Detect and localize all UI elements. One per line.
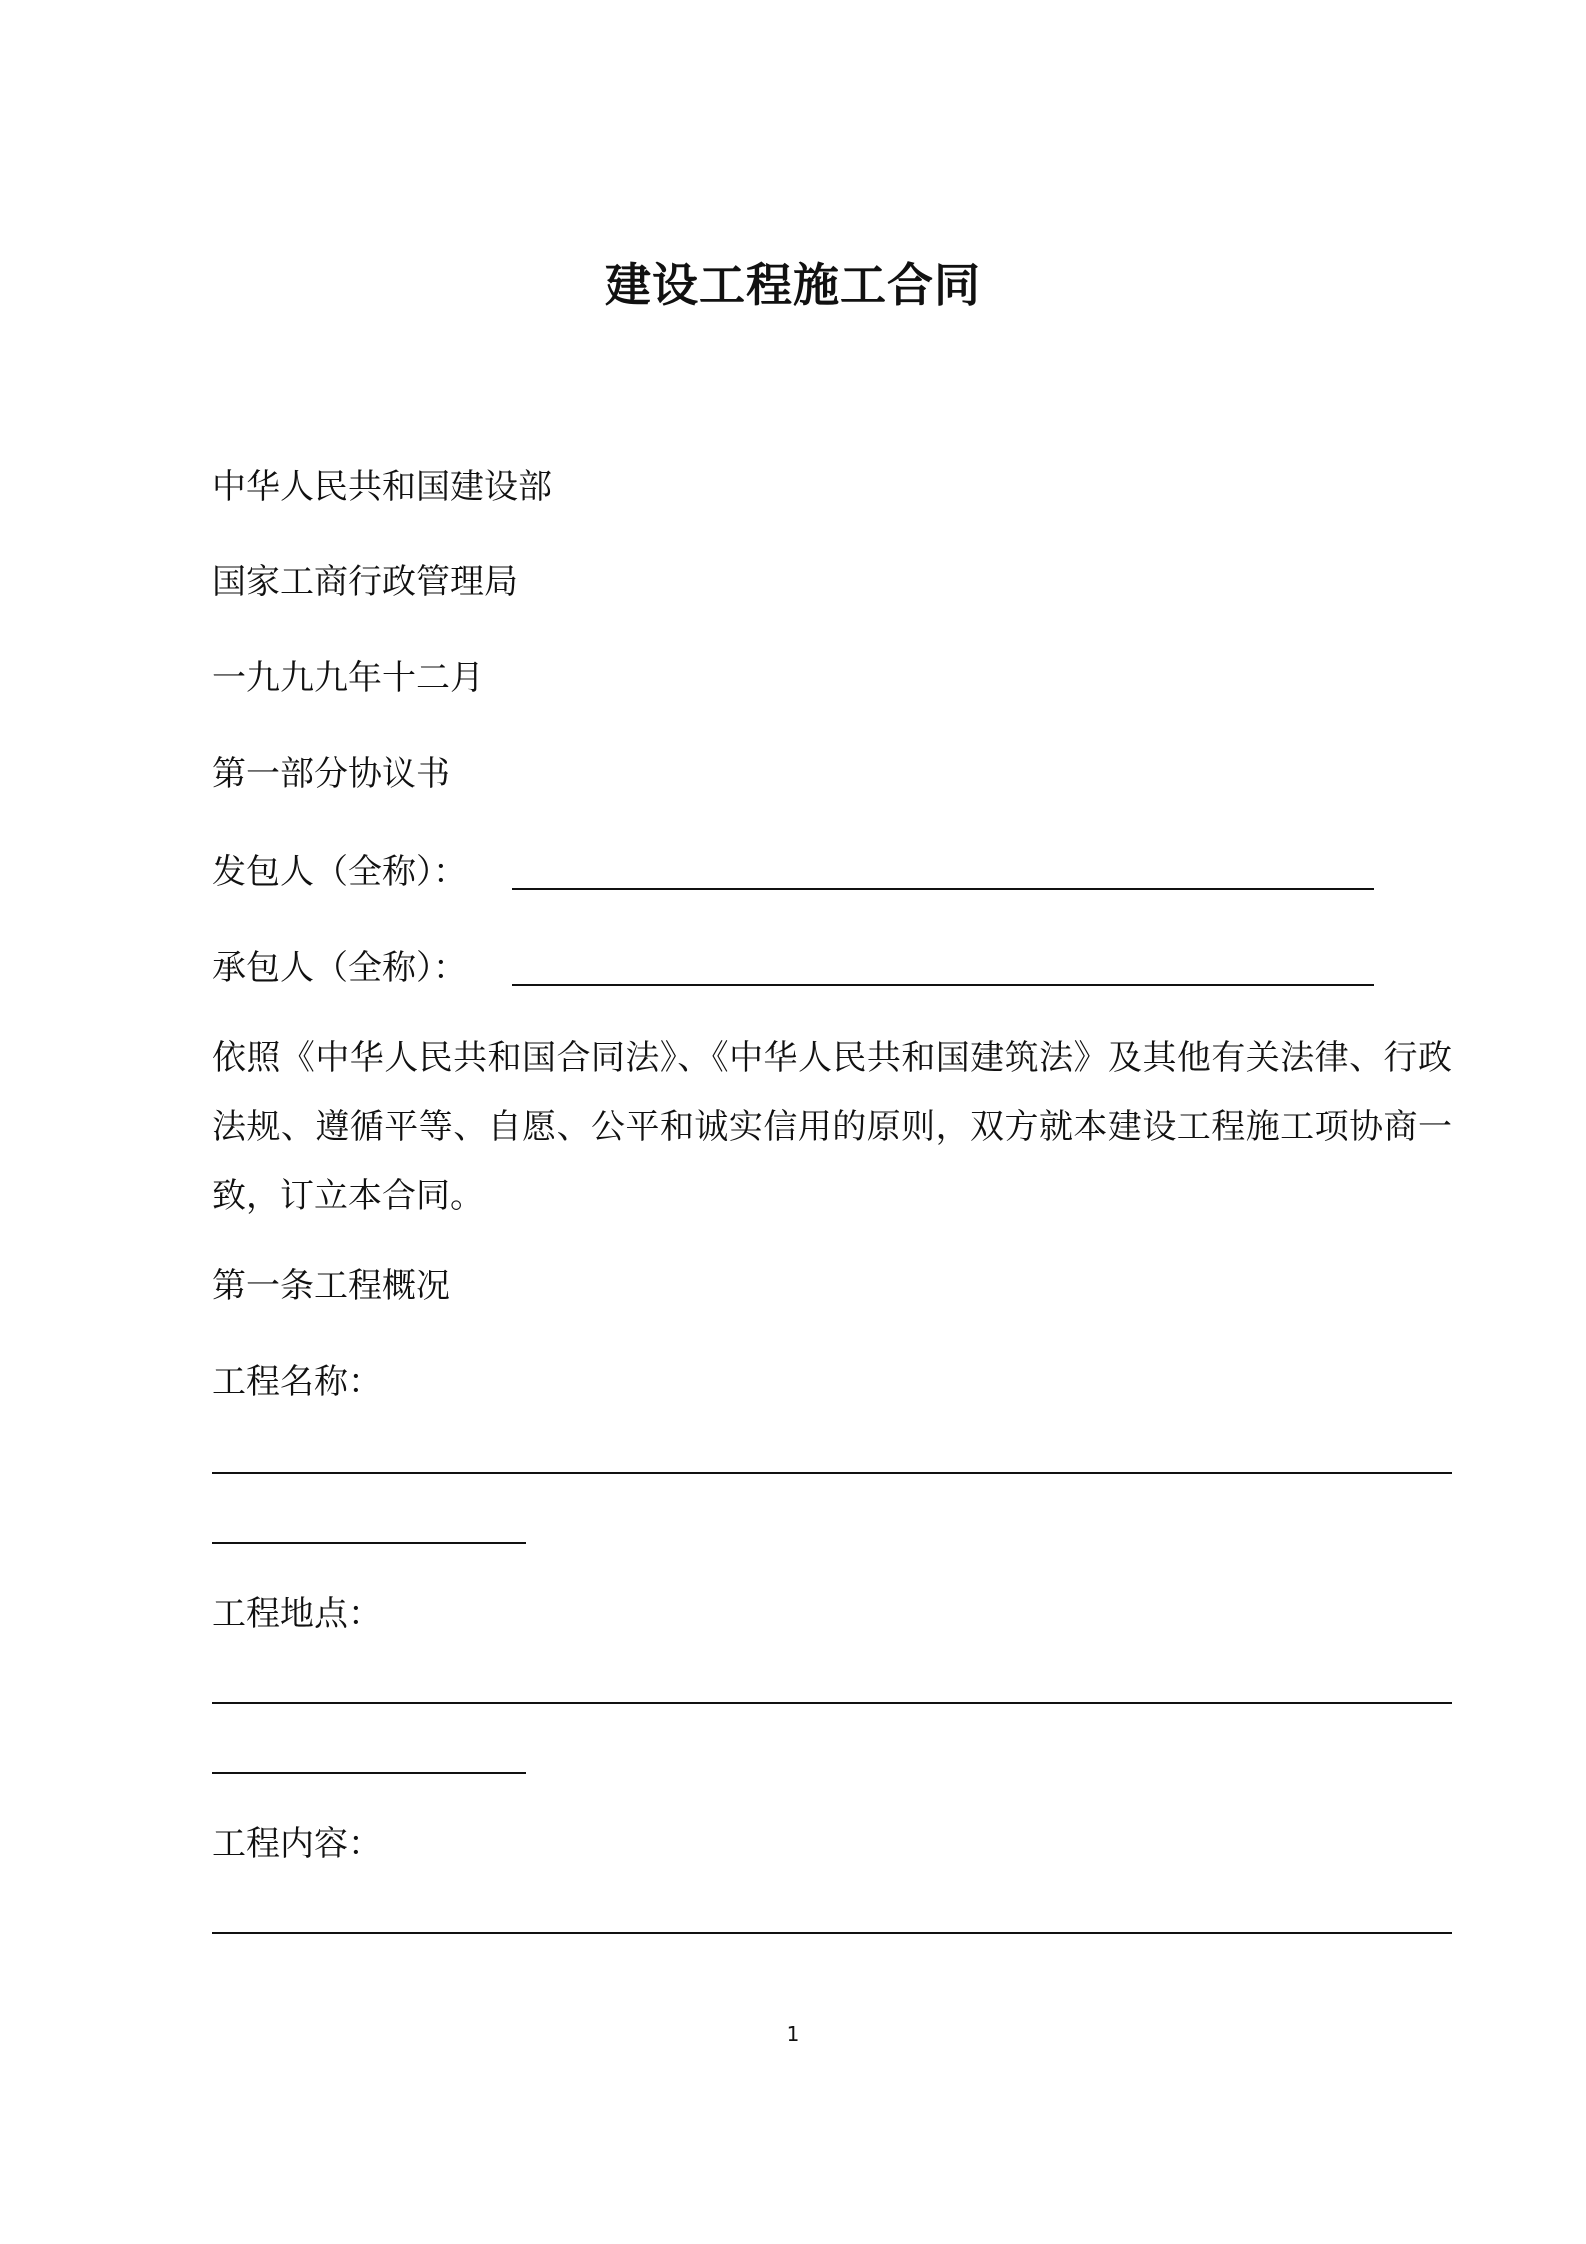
contractor-name-blank[interactable] bbox=[512, 984, 1374, 986]
employer-label: 发包人（全称）： bbox=[212, 852, 467, 892]
contractor-label: 承包人（全称）： bbox=[212, 948, 467, 988]
page-number: 1 bbox=[786, 2022, 800, 2046]
project-location-blank-line-2[interactable] bbox=[212, 1772, 526, 1774]
article-1-heading: 第一条工程概况 bbox=[212, 1266, 450, 1306]
part-heading: 第一部分协议书 bbox=[212, 754, 450, 794]
employer-name-blank[interactable] bbox=[512, 888, 1374, 890]
issuer-ministry: 中华人民共和国建设部 bbox=[212, 467, 552, 507]
document-title: 建设工程施工合同 bbox=[605, 258, 981, 312]
project-location-label: 工程地点： bbox=[212, 1594, 382, 1634]
project-location-blank-line-1[interactable] bbox=[212, 1702, 1452, 1704]
project-content-label: 工程内容： bbox=[212, 1824, 382, 1864]
project-name-blank-line-1[interactable] bbox=[212, 1472, 1452, 1474]
preamble-paragraph: 依照《中华人民共和国合同法》、《中华人民共和国建筑法》及其他有关法律、行政法规、遵循平等、自愿、公平和诚实信用的原则，双方就本建设工程施工项协商一致，订立本合同。 bbox=[212, 1038, 1452, 1216]
project-name-label: 工程名称： bbox=[212, 1362, 382, 1402]
issuer-bureau: 国家工商行政管理局 bbox=[212, 562, 518, 602]
issue-date: 一九九九年十二月 bbox=[212, 658, 484, 698]
project-content-blank-line-1[interactable] bbox=[212, 1932, 1452, 1934]
project-name-blank-line-2[interactable] bbox=[212, 1542, 526, 1544]
